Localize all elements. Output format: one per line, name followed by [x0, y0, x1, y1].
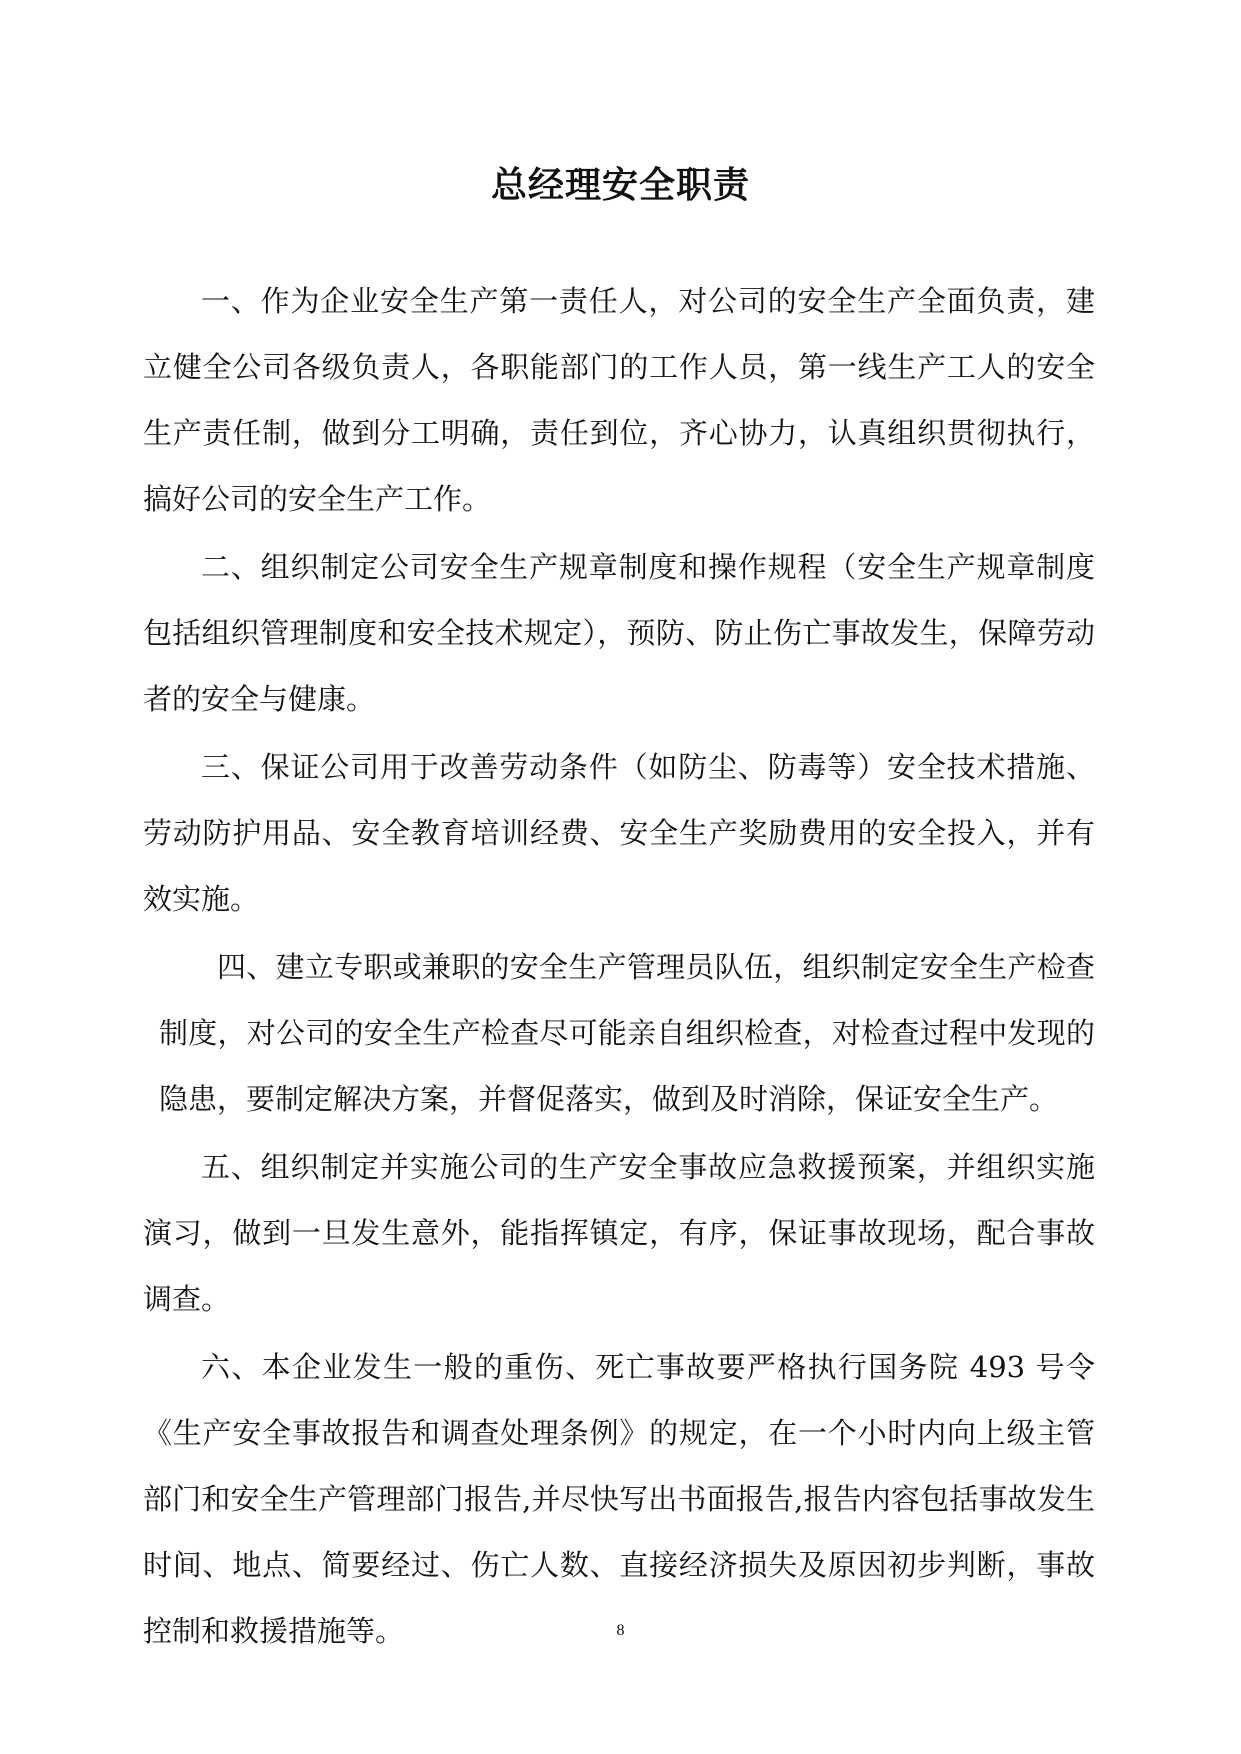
paragraph-3: 三、保证公司用于改善劳动条件（如防尘、防毒等）安全技术措施、劳动防护用品、安全教育培训经费、安全生产奖励费用的安全投入，并有效实施。 — [143, 750, 1095, 916]
paragraph-5: 五、组织制定并实施公司的生产安全事故应急救援预案，并组织实施演习，做到一旦发生意外，能指挥镇定，有序，保证事故现场，配合事故调查。 — [143, 1150, 1095, 1316]
page-number: 8 — [616, 1622, 625, 1639]
paragraph-1: 一、作为企业安全生产第一责任人，对公司的安全生产全面负责，建立健全公司各级负责人，各职能部门的工作人员，第一线生产工人的安全生产责任制，做到分工明确，责任到位，齐心协力，认真组织贯彻执行，搞好公司的安全生产工作。 — [143, 284, 1095, 516]
paragraph-4: 四、建立专职或兼职的安全生产管理员队伍，组织制定安全生产检查制度，对公司的安全生产检查尽可能亲自组织检查，对检查过程中发现的隐患，要制定解决方案，并督促落实，做到及时消除，保证安全生产。 — [159, 950, 1095, 1116]
page-title: 总经理安全职责 — [490, 165, 750, 207]
paragraph-6: 六、本企业发生一般的重伤、死亡事故要严格执行国务院 493 号令《生产安全事故报告和调查处理条例》的规定，在一个小时内向上级主管部门和安全生产管理部门报告,并尽快写出书面报告,报告内容包括事故发生时间、地点、简要经过、伤亡人数、直接经济损失及原因初步判断，事故控制和救援措施等。 — [143, 1350, 1095, 1648]
document-body — [143, 268, 1095, 1666]
paragraph-2: 二、组织制定公司安全生产规章制度和操作规程（安全生产规章制度包括组织管理制度和安全技术规定），预防、防止伤亡事故发生，保障劳动者的安全与健康。 — [143, 550, 1095, 716]
